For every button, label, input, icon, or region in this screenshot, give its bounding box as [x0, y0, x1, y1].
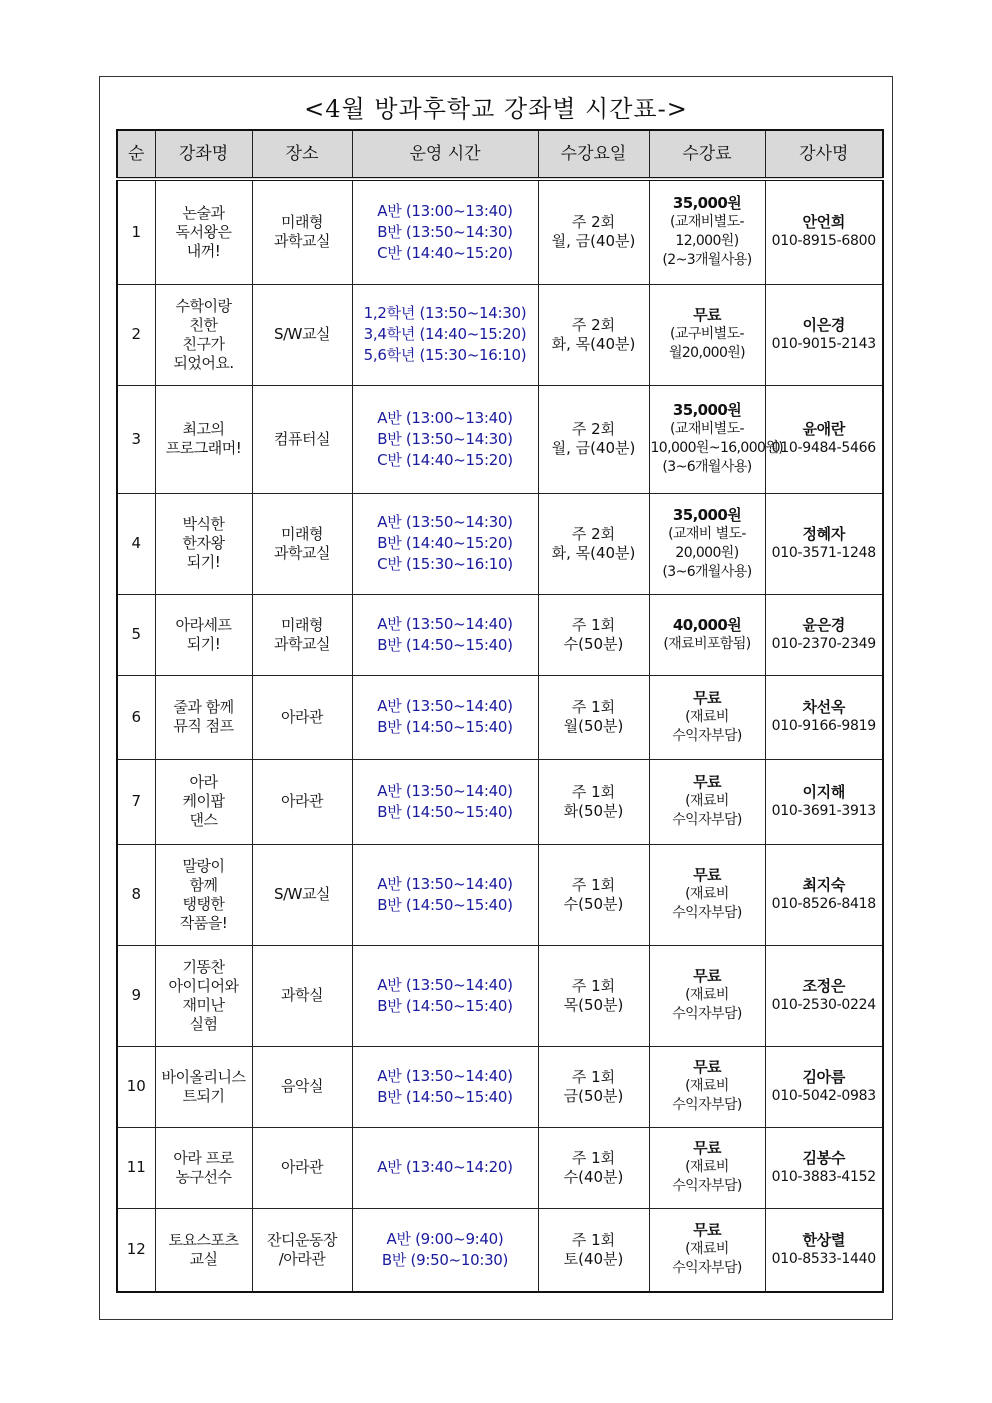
table-row: [117, 675, 883, 759]
place-line: 컴퓨터실: [274, 429, 330, 448]
class-day-line: 주 1회: [571, 976, 616, 995]
place-line: S/W교실: [274, 325, 330, 343]
class-time: B반 (14:50~15:40): [377, 996, 513, 1015]
place-line: 과학교실: [274, 232, 330, 251]
class-days: [538, 385, 649, 493]
class-time: A반 (13:50~14:40): [377, 874, 513, 893]
class-days: [538, 1046, 649, 1127]
instructor-name: 조정은: [802, 976, 846, 995]
fee-line: 월20,000원): [668, 345, 746, 361]
place-line: 미래형: [281, 524, 323, 543]
fee-line: (재료비포함됨): [663, 635, 751, 652]
header-cell: 운영 시간: [352, 130, 538, 179]
fee-line: 12,000원): [675, 233, 739, 250]
course-name: [155, 594, 252, 675]
place-line: 잔디운동장: [267, 1230, 337, 1249]
class-day-line: 주 1회: [571, 698, 616, 716]
course-name-line: 내꺼!: [186, 241, 221, 260]
course-name-line: 아라세프: [175, 615, 232, 634]
class-time: A반 (13:00~13:40): [377, 408, 513, 427]
course-place: [252, 284, 352, 385]
instructor-phone: 010-3571-1248: [771, 544, 876, 561]
fee-line: 20,000원): [675, 544, 739, 561]
class-days: [538, 594, 649, 675]
place-line: 미래형: [281, 213, 323, 232]
class-times: [352, 1046, 538, 1127]
course-name-line: 친구가: [182, 334, 225, 353]
row-number: 8: [117, 844, 155, 945]
course-fee: [649, 385, 784, 493]
table-row: [117, 1046, 883, 1127]
class-time: B반 (14:50~15:40): [377, 802, 513, 821]
course-name-line: 토요스포츠: [168, 1230, 239, 1249]
course-name-line: 재미난: [182, 995, 225, 1014]
header-cell: 장소: [252, 130, 352, 179]
course-name-line: 되기!: [186, 634, 221, 653]
instructor: [765, 179, 883, 284]
fee-line: 무료: [693, 773, 721, 791]
class-times: [352, 759, 538, 844]
class-day-line: 화, 목(40분): [551, 543, 636, 562]
header-cell: 수강료: [649, 130, 765, 179]
course-name-line: 트되기: [182, 1086, 225, 1105]
table-row: [117, 1127, 883, 1208]
class-times: [352, 493, 538, 594]
instructor: [765, 1046, 883, 1127]
course-name: [155, 179, 252, 284]
instructor-phone: 010-5042-0983: [771, 1087, 876, 1104]
fee-line: 무료: [693, 866, 721, 884]
course-name-line: 논술과: [182, 203, 225, 222]
instructor: [765, 1208, 883, 1292]
class-times: [352, 1208, 538, 1292]
place-line: 과학실: [281, 986, 323, 1004]
place-line: 과학교실: [274, 543, 330, 562]
class-days: [538, 284, 649, 385]
fee-line: (재료비: [685, 708, 729, 725]
fee-line: 수익자부담): [672, 1178, 742, 1194]
course-name: [155, 493, 252, 594]
fee-line: 무료: [693, 1058, 721, 1076]
class-day-line: 수(50분): [563, 894, 624, 913]
instructor-phone: 010-3691-3913: [771, 802, 876, 819]
course-fee: [649, 844, 765, 945]
class-days: [538, 493, 649, 594]
instructor: [765, 493, 883, 594]
header-cell: 수강요일: [538, 130, 649, 179]
row-number: 3: [117, 385, 155, 493]
fee-line: (교재비별도-: [670, 421, 744, 437]
class-day-line: 화, 목(40분): [551, 334, 636, 353]
instructor-name: 김봉수: [802, 1148, 846, 1167]
course-name-line: 줄과 함께: [173, 698, 234, 716]
course-name: [155, 385, 252, 493]
row-number: 1: [117, 179, 155, 284]
fee-line: 40,000원: [672, 615, 742, 634]
class-day-line: 주 1회: [571, 875, 616, 894]
class-day-line: 목(50분): [563, 995, 624, 1014]
row-number: 10: [117, 1046, 155, 1127]
instructor-phone: 010-9484-5466: [771, 440, 876, 456]
fee-line: 35,000원: [672, 505, 742, 524]
class-times: [352, 385, 538, 493]
course-name-line: 아라 프로: [173, 1148, 234, 1167]
course-fee: [649, 759, 765, 844]
course-name-line: 한자왕: [182, 534, 225, 552]
table-row: [117, 493, 883, 594]
class-times: [352, 844, 538, 945]
course-name-line: 말랑이: [182, 856, 225, 875]
fee-line: (재료비: [685, 1078, 729, 1094]
course-name-line: 뮤직 점프: [173, 717, 234, 735]
fee-line: 수익자부담): [672, 1097, 742, 1113]
header-row: [117, 130, 883, 179]
class-days: [538, 179, 649, 284]
class-times: [352, 1127, 538, 1208]
fee-line: 무료: [693, 967, 721, 985]
class-day-line: 화(50분): [563, 801, 624, 820]
row-number: 4: [117, 493, 155, 594]
place-line: 미래형: [281, 615, 323, 634]
course-name-line: 프로그래머!: [165, 439, 242, 457]
fee-line: 무료: [693, 306, 721, 324]
course-fee: [649, 284, 765, 385]
class-time: B반 (14:50~15:40): [377, 718, 513, 736]
course-fee: [649, 493, 765, 594]
class-time: C반 (14:40~15:20): [377, 243, 513, 262]
course-name-line: 수학이랑: [175, 296, 232, 315]
course-name-line: 박식한: [182, 515, 225, 533]
place-line: /아라관: [278, 1249, 326, 1268]
table-body: [117, 179, 883, 1292]
class-day-line: 주 1회: [571, 1148, 616, 1167]
place-line: 음악실: [281, 1077, 323, 1095]
instructor-phone: 010-3883-4152: [771, 1168, 876, 1185]
table-row: [117, 844, 883, 945]
fee-line: 수익자부담): [672, 905, 742, 921]
class-time: A반 (13:50~14:40): [377, 1066, 513, 1085]
course-place: [252, 594, 352, 675]
fee-line: 35,000원: [672, 401, 742, 419]
course-name: [155, 675, 252, 759]
course-name-line: 댄스: [189, 811, 218, 829]
instructor: [765, 759, 883, 844]
course-fee: [649, 675, 765, 759]
table-row: [117, 594, 883, 675]
class-day-line: 주 2회: [571, 213, 616, 232]
class-days: [538, 945, 649, 1046]
class-time: C반 (14:40~15:20): [377, 450, 513, 469]
table-row: [117, 945, 883, 1046]
course-name-line: 아라: [189, 773, 218, 791]
class-times: [352, 675, 538, 759]
class-day-line: 주 2회: [571, 315, 616, 334]
class-day-line: 월, 금(40분): [551, 232, 636, 251]
fee-line: (교재비별도-: [670, 214, 744, 231]
class-time: A반 (9:00~9:40): [386, 1229, 504, 1248]
instructor: [765, 385, 883, 493]
instructor-name: 정혜자: [802, 524, 846, 543]
header-cell: 순: [117, 130, 155, 179]
place-line: 아라관: [281, 1158, 323, 1176]
course-fee: [649, 945, 765, 1046]
fee-line: 수익자부담): [672, 812, 742, 828]
course-place: [252, 945, 352, 1046]
fee-line: 수익자부담): [672, 1260, 742, 1277]
fee-line: (재료비: [685, 1159, 729, 1175]
instructor-phone: 010-2370-2349: [771, 635, 876, 652]
instructor-name: 윤은경: [802, 615, 846, 634]
course-name-line: 친한: [189, 315, 218, 334]
course-name-line: 케이팝: [182, 792, 225, 810]
schedule-table: [116, 129, 884, 1293]
table-row: [117, 759, 883, 844]
instructor-phone: 010-9166-9819: [771, 718, 876, 734]
fee-line: (재료비: [685, 793, 729, 809]
course-name-line: 바이올리니스: [161, 1067, 246, 1086]
fee-line: 무료: [693, 1221, 721, 1240]
row-number: 9: [117, 945, 155, 1046]
fee-line: 35,000원: [672, 194, 742, 213]
fee-line: (재료비: [685, 1241, 729, 1258]
course-name-line: 작품을!: [179, 913, 228, 932]
fee-line: (재료비: [685, 987, 729, 1003]
course-fee: [649, 179, 765, 284]
class-times: [352, 179, 538, 284]
class-times: [352, 945, 538, 1046]
table-row: [117, 1208, 883, 1292]
course-name: [155, 284, 252, 385]
class-day-line: 주 1회: [571, 1230, 616, 1249]
class-days: [538, 675, 649, 759]
fee-line: (재료비: [685, 886, 729, 902]
row-number: 5: [117, 594, 155, 675]
course-fee: [649, 594, 765, 675]
class-time: 5,6학년 (15:30~16:10): [363, 346, 527, 364]
place-line: S/W교실: [274, 885, 330, 903]
row-number: 12: [117, 1208, 155, 1292]
instructor: [765, 844, 883, 945]
course-place: [252, 1127, 352, 1208]
course-name: [155, 945, 252, 1046]
table-row: [117, 179, 883, 284]
instructor-phone: 010-2530-0224: [771, 996, 876, 1013]
course-place: [252, 675, 352, 759]
place-line: 아라관: [281, 707, 323, 726]
class-days: [538, 844, 649, 945]
course-name-line: 농구선수: [175, 1167, 232, 1186]
course-name-line: 기똥찬: [182, 957, 225, 976]
instructor: [765, 1127, 883, 1208]
class-day-line: 주 1회: [571, 1067, 616, 1086]
class-days: [538, 759, 649, 844]
class-time: A반 (13:50~14:40): [377, 781, 513, 800]
class-day-line: 수(50분): [563, 634, 624, 653]
instructor-name: 안언희: [802, 213, 846, 232]
fee-line: (2~3개월사용): [662, 252, 752, 269]
row-number: 11: [117, 1127, 155, 1208]
table-row: [117, 385, 883, 493]
place-line: 과학교실: [274, 634, 330, 653]
course-name-line: 교실: [189, 1249, 218, 1268]
fee-line: (교구비별도-: [670, 326, 744, 342]
instructor-name: 차선옥: [802, 698, 846, 716]
class-time: A반 (13:50~14:40): [377, 697, 513, 715]
class-time: B반 (14:50~15:40): [377, 895, 513, 914]
class-time: B반 (13:50~14:30): [377, 222, 513, 241]
instructor: [765, 594, 883, 675]
class-day-line: 주 2회: [571, 420, 616, 438]
class-day-line: 금(50분): [563, 1086, 624, 1105]
class-day-line: 주 1회: [571, 615, 616, 634]
instructor-name: 한상렬: [802, 1230, 846, 1249]
class-time: B반 (14:40~15:20): [377, 534, 513, 552]
class-time: B반 (14:50~15:40): [377, 635, 513, 654]
class-time: B반 (14:50~15:40): [377, 1087, 513, 1106]
fee-line: 무료: [693, 1139, 721, 1157]
course-fee: [649, 1046, 765, 1127]
instructor-phone: 010-9015-2143: [771, 335, 876, 352]
class-day-line: 주 2회: [571, 524, 616, 543]
class-time: B반 (9:50~10:30): [381, 1250, 509, 1269]
course-place: [252, 385, 352, 493]
row-number: 2: [117, 284, 155, 385]
class-day-line: 월, 금(40분): [551, 439, 636, 457]
class-day-line: 수(40분): [563, 1167, 624, 1186]
course-name: [155, 1046, 252, 1127]
course-name: [155, 759, 252, 844]
instructor: [765, 284, 883, 385]
course-place: [252, 179, 352, 284]
class-time: 3,4학년 (14:40~15:20): [363, 325, 527, 343]
course-place: [252, 1208, 352, 1292]
course-place: [252, 493, 352, 594]
course-place: [252, 759, 352, 844]
class-time: C반 (15:30~16:10): [377, 555, 513, 573]
row-number: 7: [117, 759, 155, 844]
course-name-line: 독서왕은: [175, 222, 232, 241]
course-place: [252, 844, 352, 945]
instructor-phone: 010-8526-8418: [771, 895, 876, 912]
course-fee: [649, 1127, 765, 1208]
course-name-line: 최고의: [182, 420, 225, 438]
fee-line: 10,000원~16,000원): [650, 440, 784, 456]
instructor-phone: 010-8915-6800: [771, 233, 876, 250]
class-days: [538, 1208, 649, 1292]
class-day-line: 월(50분): [563, 717, 624, 735]
course-fee: [649, 1208, 765, 1292]
course-name: [155, 844, 252, 945]
course-name-line: 탱탱한: [182, 894, 225, 913]
header-cell: 강좌명: [155, 130, 252, 179]
course-name-line: 되었어요.: [173, 353, 234, 372]
fee-line: (3~6개월사용): [662, 459, 752, 475]
class-time: A반 (13:00~13:40): [377, 201, 513, 220]
class-time: A반 (13:50~14:40): [377, 614, 513, 633]
course-name: [155, 1127, 252, 1208]
class-time: B반 (13:50~14:30): [377, 429, 513, 448]
instructor-name: 이은경: [802, 315, 846, 334]
course-name-line: 되기!: [186, 553, 221, 571]
class-times: [352, 594, 538, 675]
fee-line: (교재비 별도-: [668, 525, 746, 542]
place-line: 아라관: [281, 792, 323, 810]
course-name-line: 아이디어와: [168, 976, 239, 995]
instructor-name: 최지숙: [802, 875, 846, 894]
fee-line: 무료: [693, 688, 721, 707]
course-place: [252, 1046, 352, 1127]
class-times: [352, 284, 538, 385]
instructor-name: 윤애란: [802, 420, 846, 438]
course-name: [155, 1208, 252, 1292]
fee-line: (3~6개월사용): [662, 563, 752, 580]
fee-line: 수익자부담): [672, 1006, 742, 1022]
instructor: [765, 945, 883, 1046]
class-time: 1,2학년 (13:50~14:30): [363, 304, 527, 322]
course-name-line: 실험: [189, 1014, 218, 1033]
class-days: [538, 1127, 649, 1208]
table-row: [117, 284, 883, 385]
class-time: A반 (13:50~14:30): [377, 513, 513, 531]
class-time: A반 (13:40~14:20): [377, 1158, 513, 1176]
class-day-line: 주 1회: [571, 782, 616, 801]
page-title: <4월 방과후학교 강좌별 시간표->: [304, 95, 688, 123]
header-cell: 강사명: [765, 130, 883, 179]
class-time: A반 (13:50~14:40): [377, 975, 513, 994]
fee-line: 수익자부담): [672, 727, 742, 744]
instructor: [765, 675, 883, 759]
instructor-name: 김아름: [802, 1067, 846, 1086]
class-day-line: 토(40분): [563, 1249, 624, 1268]
instructor-phone: 010-8533-1440: [771, 1250, 876, 1267]
course-name-line: 함께: [189, 875, 218, 894]
row-number: 6: [117, 675, 155, 759]
instructor-name: 이지해: [802, 782, 846, 801]
